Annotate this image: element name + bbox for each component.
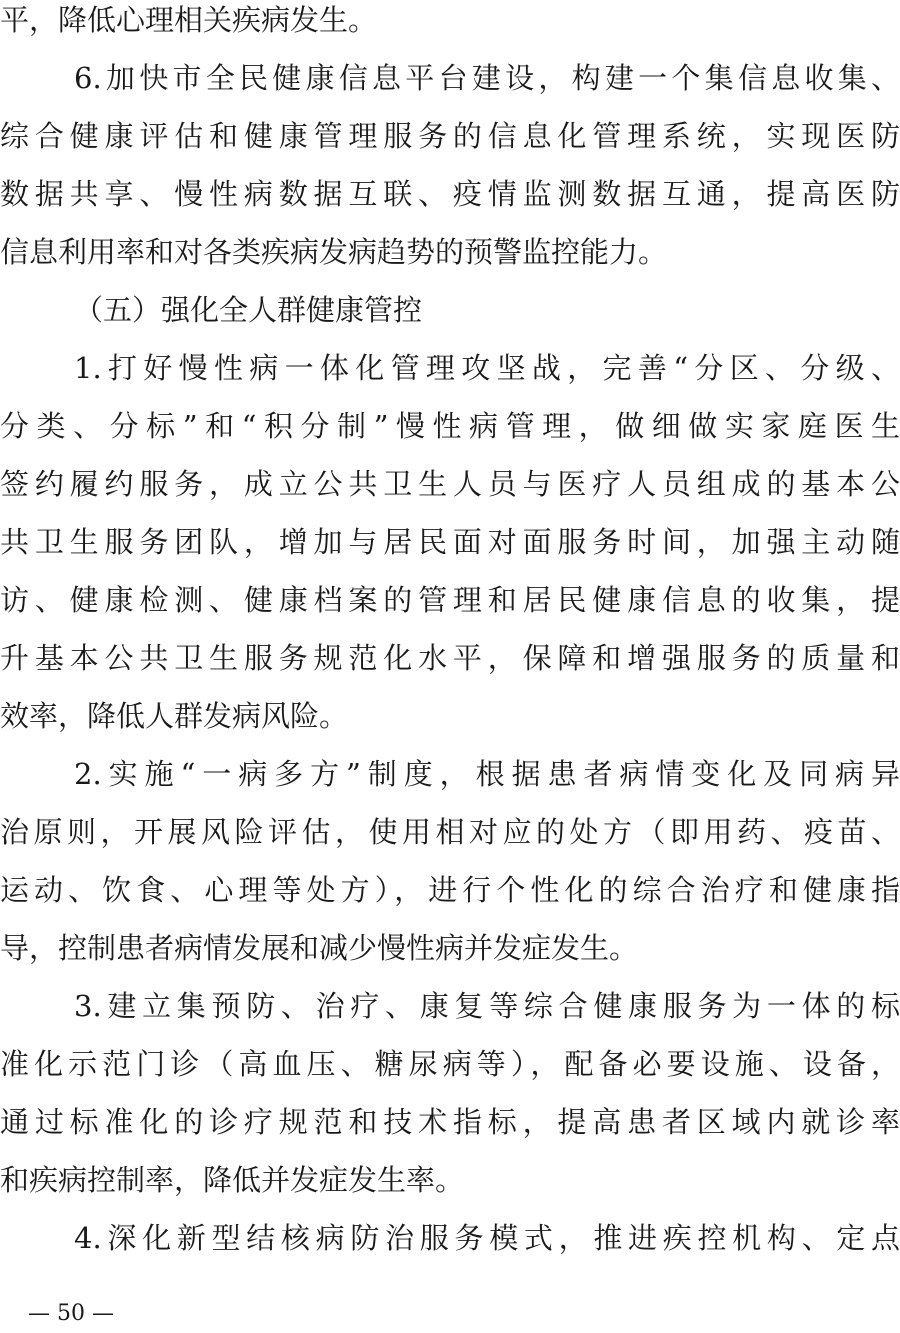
- text-line: 2.实施“一病多方”制度，根据患者病情变化及同病异: [74, 757, 900, 791]
- text-line: 访、健康检测、健康档案的管理和居民健康信息的收集，提: [0, 583, 900, 617]
- text-line: 升基本公共卫生服务规范化水平，保障和增强服务的质量和: [0, 641, 900, 675]
- text-line: 和疾病控制率，降低并发症发生率。: [0, 1163, 465, 1197]
- text-line: 治原则，开展风险评估，使用相对应的处方（即用药、疫苗、: [0, 815, 900, 849]
- text-line: 综合健康评估和健康管理服务的信息化管理系统，实现医防: [0, 119, 900, 153]
- text-line: 6.加快市全民健康信息平台建设，构建一个集信息收集、: [74, 61, 900, 95]
- section-heading-5: [0, 281, 900, 339]
- text-line: 4.深化新型结核病防治服务模式，推进疾控机构、定点: [74, 1221, 900, 1255]
- text-line: 3.建立集预防、治疗、康复等综合健康服务为一体的标: [74, 989, 900, 1023]
- text-line: 通过标准化的诊疗规范和技术指标，提高患者区域内就诊率: [0, 1105, 900, 1139]
- text-line: 平，降低心理相关疾病发生。: [0, 3, 378, 37]
- text-line: 共卫生服务团队，增加与居民面对面服务时间，加强主动随: [0, 525, 900, 559]
- page-number: — 50 —: [28, 1301, 114, 1326]
- paragraph-item-2-one-disease-multiple-prescriptions: [0, 745, 900, 977]
- text-line: 签约履约服务，成立公共卫生人员与医疗人员组成的基本公: [0, 467, 900, 501]
- text-line: 信息利用率和对各类疾病发病趋势的预警监控能力。: [0, 235, 668, 269]
- paragraph-item-1-chronic-disease: [0, 339, 900, 745]
- text-line: 效率，降低人群发病风险。: [0, 699, 349, 733]
- paragraph-item-6-health-info-platform: [0, 49, 900, 281]
- text-line: 运动、饮食、心理等处方），进行个性化的综合治疗和健康指: [0, 873, 900, 907]
- text-line: 数据共享、慢性病数据互联、疫情监测数据互通，提高医防: [0, 177, 900, 211]
- text-line: 准化示范门诊（高血压、糖尿病等），配备必要设施、设备，: [0, 1047, 900, 1081]
- paragraph-item-3-standard-clinics: [0, 977, 900, 1209]
- text-line: 分类、分标”和“积分制”慢性病管理，做细做实家庭医生: [0, 409, 900, 443]
- text-line: 导，控制患者病情发展和减少慢性病并发症发生。: [0, 931, 639, 965]
- paragraph-continuation: [0, 0, 900, 49]
- paragraph-item-4-tuberculosis: [0, 1209, 900, 1267]
- text-line: （五）强化全人群健康管控: [74, 293, 423, 327]
- text-line: 1.打好慢性病一体化管理攻坚战，完善“分区、分级、: [74, 351, 900, 385]
